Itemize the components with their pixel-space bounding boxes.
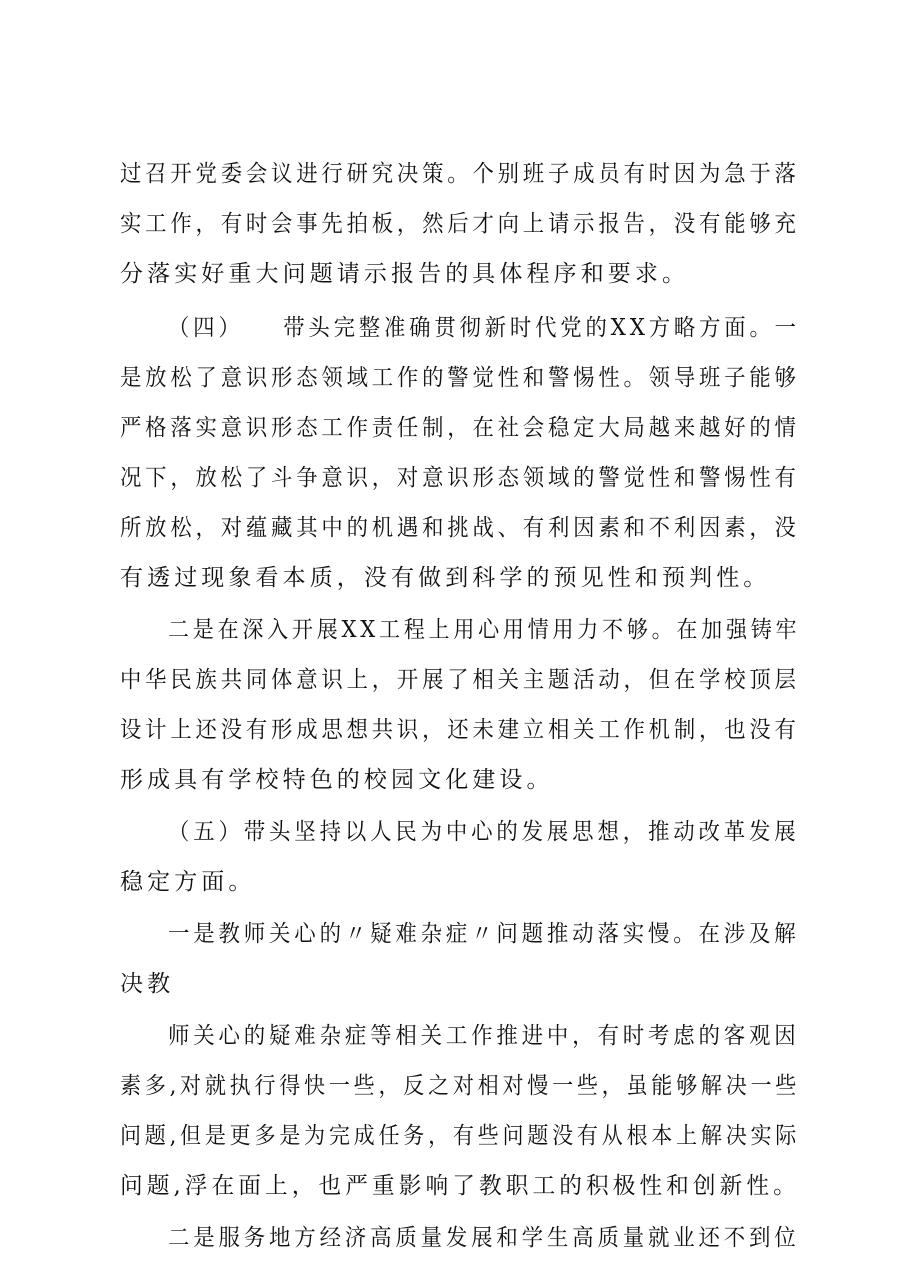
text-line: 素多,对就执行得快一些，反之对相对慢一些，虽能够解决一些 bbox=[120, 1073, 801, 1099]
text-line: 况下，放松了斗争意识，对意识形态领域的警觉性和警惕性有 bbox=[120, 465, 800, 491]
text-line: 所放松，对蕴藏其中的机遇和挑战、有利因素和不利因素，没 bbox=[120, 515, 800, 541]
text-line: 稳定方面。 bbox=[120, 869, 256, 895]
text-line: 问题,但是更多是为完成任务，有些问题没有从根本上解决实际 bbox=[120, 1123, 801, 1149]
text-line: 二是服务地方经济高质量发展和学生高质量就业还不到位 bbox=[168, 1225, 800, 1251]
text-line: 一是教师关心的〃疑难杂症〃问题推动落实慢。在涉及解 bbox=[168, 921, 800, 947]
text-line: 形成具有学校特色的校园文化建设。 bbox=[120, 767, 554, 793]
text-line: 设计上还没有形成思想共识，还未建立相关工作机制，也没有 bbox=[120, 717, 800, 743]
text-line: 中华民族共同体意识上，开展了相关主题活动，但在学校顶层 bbox=[120, 667, 800, 693]
text-line: 有透过现象看本质，没有做到科学的预见性和预判性。 bbox=[120, 565, 771, 591]
text-line: 决教 bbox=[120, 971, 175, 997]
text-line: 严格落实意识形态工作责任制，在社会稳定大局越来越好的情 bbox=[120, 415, 800, 441]
text-line: 实工作，有时会事先拍板，然后才向上请示报告，没有能够充 bbox=[120, 211, 800, 237]
text-line: （四） 带头完整准确贯彻新时代党的XX方略方面。一 bbox=[168, 315, 800, 341]
text-line: 分落实好重大问题请示报告的具体程序和要求。 bbox=[120, 261, 690, 287]
text-line: 过召开党委会议进行研究决策。个别班子成员有时因为急于落 bbox=[120, 161, 800, 187]
text-line: 是放松了意识形态领域工作的警觉性和警惕性。领导班子能够 bbox=[120, 365, 800, 391]
text-line: （五）带头坚持以人民为中心的发展思想，推动改革发展 bbox=[168, 819, 800, 845]
text-line: 二是在深入开展XX工程上用心用情用力不够。在加强铸牢 bbox=[168, 617, 801, 643]
text-line: 问题,浮在面上，也严重影响了教职工的积极性和创新性。 bbox=[120, 1173, 800, 1199]
text-line: 师关心的疑难杂症等相关工作推进中，有时考虑的客观因 bbox=[168, 1023, 800, 1049]
